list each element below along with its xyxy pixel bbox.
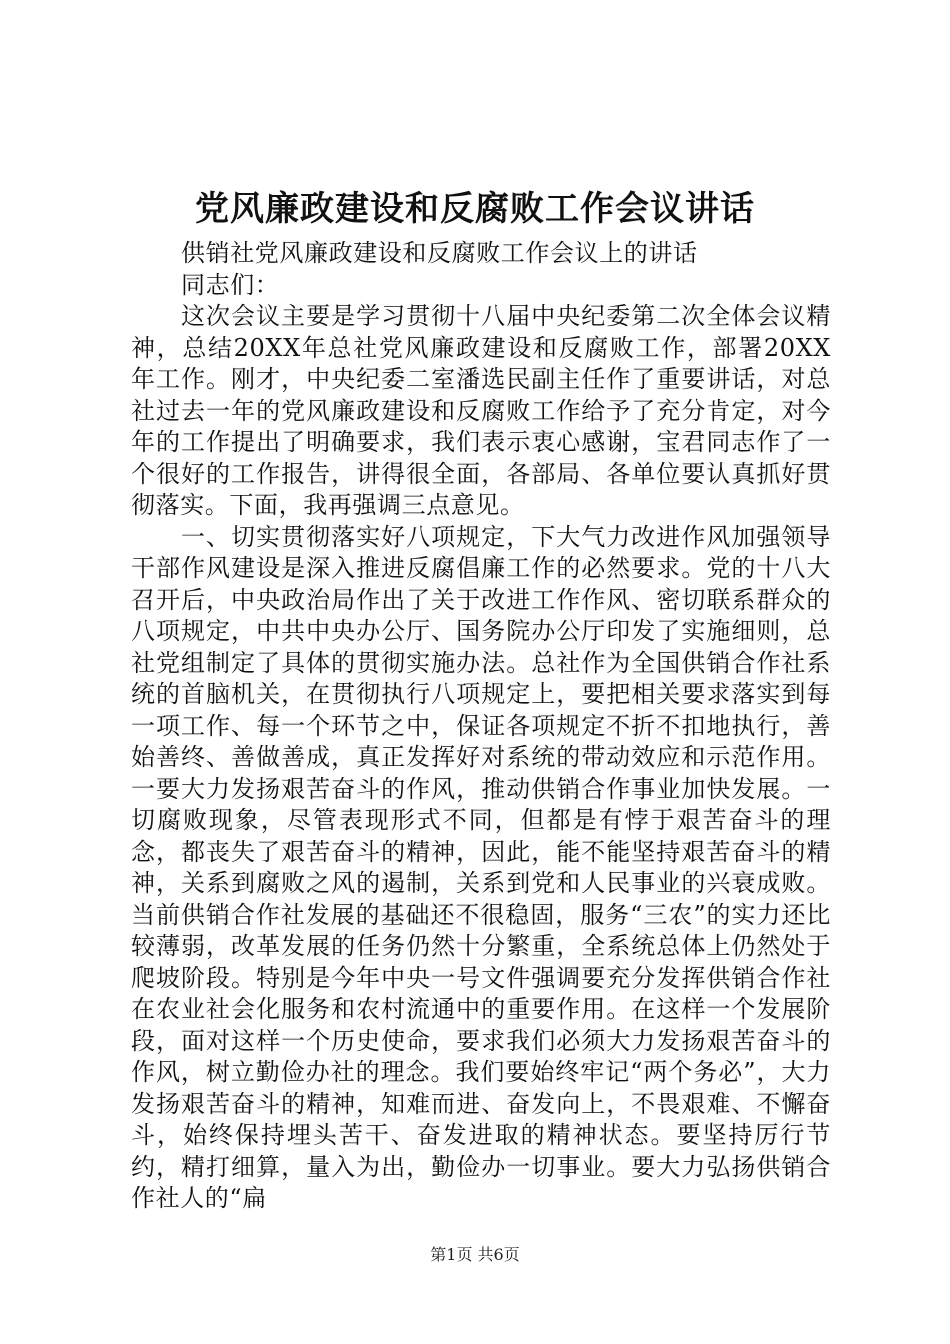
paragraph-1: 这次会议主要是学习贯彻十八届中央纪委第二次全体会议精神，总结20XX年总社党风廉政建设和反腐败工作，部署20XX年工作。刚才，中央纪委二室潘选民副主任作了重要讲话，对总社过去一年的党风廉政建设和反腐败工作给予了充分肯定，对今年的工作提出了明确要求，我们表示衷心感谢，宝君同志作了一个很好的工作报告，讲得很全面，各部局、各单位要认真抓好贯彻落实。下面，我再强调三点意见。 xyxy=(131,302,831,519)
salutation: 同志们： xyxy=(181,270,280,299)
document-title: 党风廉政建设和反腐败工作会议讲话 xyxy=(195,189,755,229)
document-body xyxy=(131,238,831,1215)
paragraph-2: 一、切实贯彻落实好八项规定，下大气力改进作风加强领导干部作风建设是深入推进反腐倡廉工作的必然要求。党的十八大召开后，中央政治局作出了关于改进工作作风、密切联系群众的八项规定，中共中央办公厅、国务院办公厅印发了实施细则，总社党组制定了具体的贯彻实施办法。总社作为全国供销合作社系统的首脑机关，在贯彻执行八项规定上，要把相关要求落实到每一项工作、每一个环节之中，保证各项规定不折不扣地执行，善始善终、善做善成，真正发挥好对系统的带动效应和示范作用。一要大力发扬艰苦奋斗的作风，推动供销合作事业加快发展。一切腐败现象，尽管表现形式不同，但都是有悖于艰苦奋斗的理念，都丧失了艰苦奋斗的精神，因此，能不能坚持艰苦奋斗的精神，关系到腐败之风的遏制，关系到党和人民事业的兴衰成败。当前供销合作社发展的基础还不很稳固，服务“三农”的实力还比较薄弱，改革发展的任务仍然十分繁重，全系统总体上仍然处于爬坡阶段。特别是今年中央一号文件强调要充分发挥供销合作社在农业社会化服务和农村流通中的重要作用。在这样一个发展阶段，面对这样一个历史使命，要求我们必须大力发扬艰苦奋斗的作风，树立勤俭办社的理念。我们要始终牢记“两个务必”，大力发扬艰苦奋斗的精神，知难而进、奋发向上，不畏艰难、不懈奋斗，始终保持埋头苦干、奋发进取的精神状态。要坚持厉行节约，精打细算，量入为出，勤俭办一切事业。要大力弘扬供销合作社人的“扁 xyxy=(131,522,831,1212)
page-footer: 第1页 共6页 xyxy=(430,1245,520,1264)
document-subtitle: 供销社党风廉政建设和反腐败工作会议上的讲话 xyxy=(181,239,698,267)
